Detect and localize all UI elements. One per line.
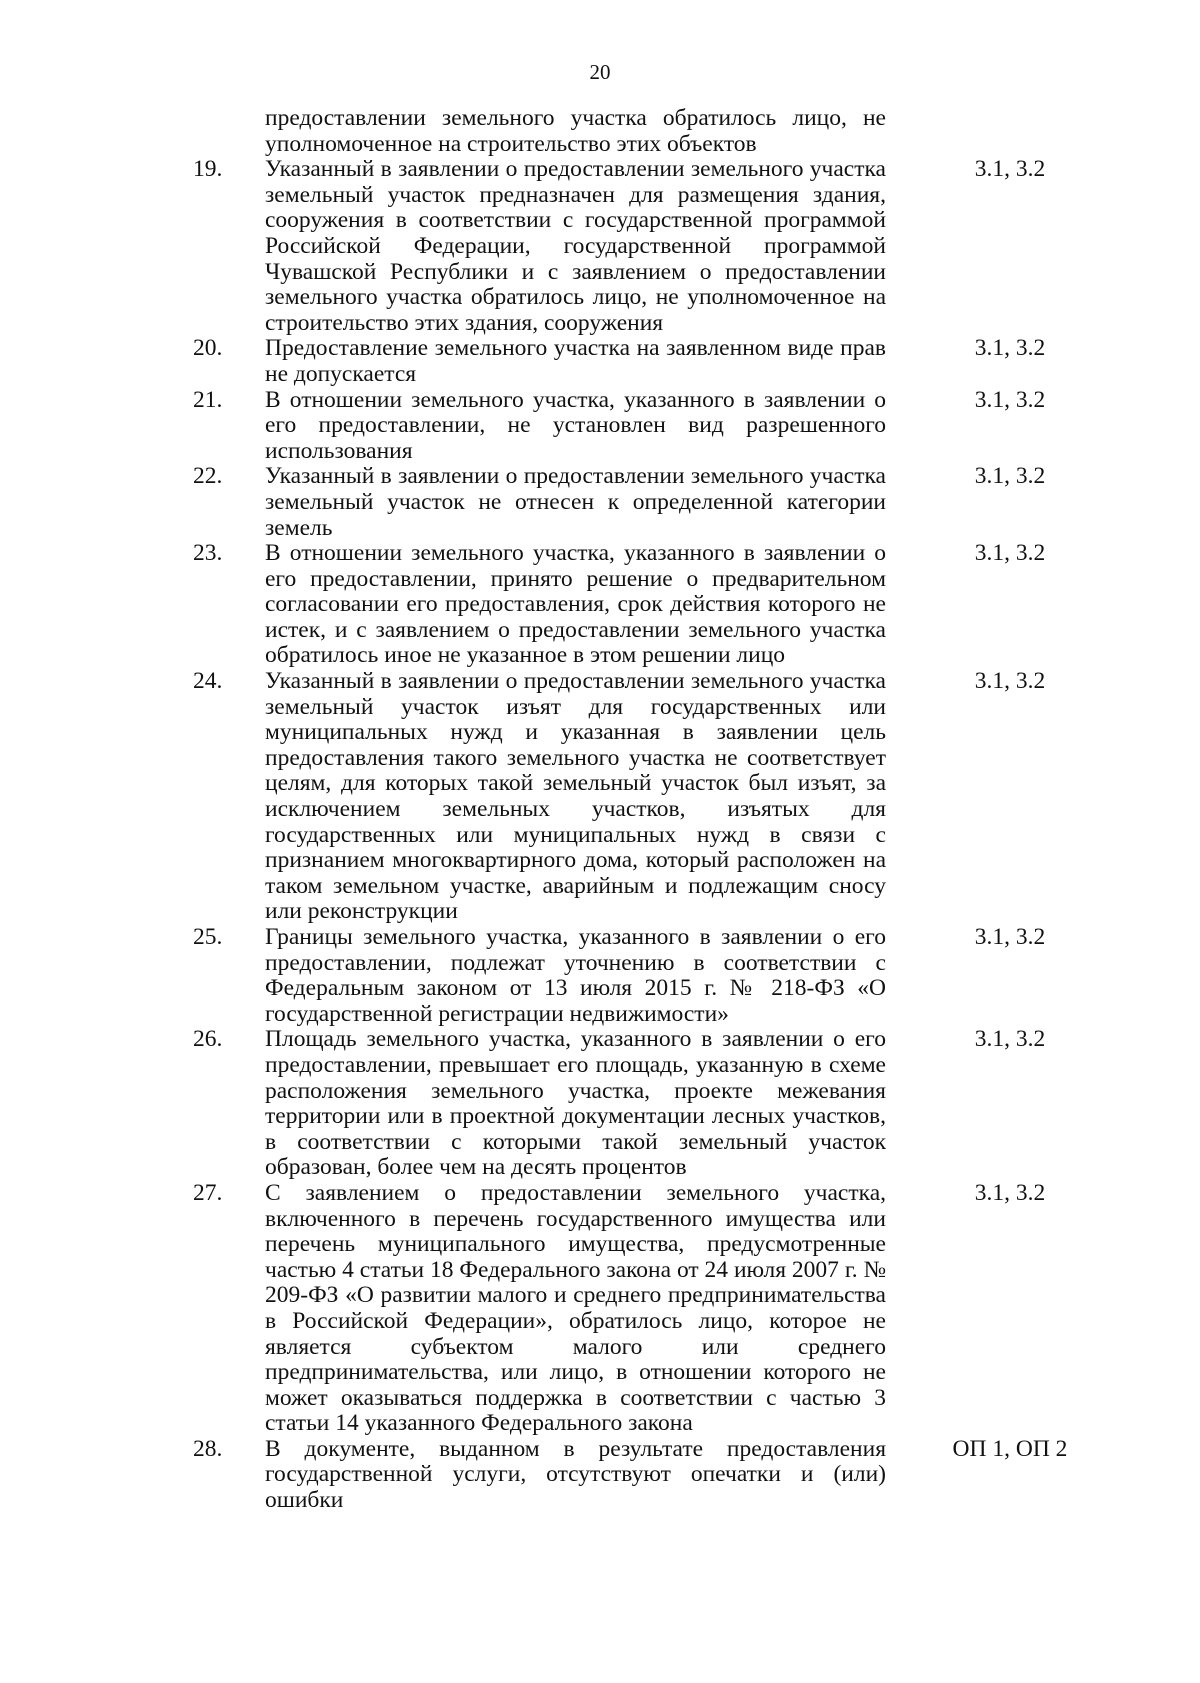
- row-reference: 3.1, 3.2: [974, 1026, 1046, 1053]
- row-number: 27.: [193, 1179, 223, 1206]
- table-row: [0, 925, 1200, 1027]
- row-text: предоставлении земельного участка обратилось лицо, не уполномоченное на строительство этих объектов: [265, 105, 886, 157]
- row-number: 22.: [193, 463, 223, 490]
- row-number: 20.: [193, 335, 223, 362]
- row-text: С заявлением о предоставлении земельного участка, включенного в перечень государственного имущества или перечень муниципального имущества, предусмотренные частью 4 статьи 18 Федерального закона от 24 июля 2007 г. № 209-ФЗ «О развитии малого и среднего предпринимательства в Российской Федерации», обратилось лицо, которое не является субъектом малого или среднего предпринимательства, или лицо, в отношении которого не может оказываться поддержка в соответствии с частью 3 статьи 14 указанного Федерального закона: [265, 1179, 886, 1437]
- row-reference: 3.1, 3.2: [974, 335, 1046, 362]
- row-number: 28.: [193, 1435, 223, 1462]
- row-reference: ОП 1, ОП 2: [952, 1435, 1068, 1462]
- row-number: 24.: [193, 668, 223, 695]
- row-number: 25.: [193, 924, 223, 950]
- table-row: [0, 388, 1200, 465]
- table-row: [0, 669, 1200, 925]
- table-row: [0, 106, 1200, 157]
- row-reference: 3.1, 3.2: [974, 668, 1046, 695]
- grounds-table: [0, 106, 1200, 1514]
- row-reference: 3.1, 3.2: [974, 540, 1046, 567]
- table-row: [0, 1181, 1200, 1437]
- page-number: 20: [589, 60, 611, 84]
- row-text: В отношении земельного участка, указанного в заявлении о его предоставлении, не установлен вид разрешенного использования: [265, 386, 886, 464]
- row-text: Предоставление земельного участка на заявленном виде прав не допускается: [265, 335, 886, 387]
- table-row: [0, 1027, 1200, 1181]
- table-row: [0, 157, 1200, 336]
- row-text: Указанный в заявлении о предоставлении земельного участка земельный участок изъят для государственных или муниципальных нужд и указанная в заявлении цель предоставления такого земельного участка не соответствует целям, для которых такой земельный участок был изъят, за исключением земельных участков, изъятых для государственных или муниципальных нужд в связи с признанием многоквартирного дома, который расположен на таком земельном участке, аварийным и подлежащим сносу или реконструкции: [265, 668, 886, 925]
- row-text: Указанный в заявлении о предоставлении земельного участка земельный участок предназначен для размещения здания, сооружения в соответствии с государственной программой Российской Федерации, государственной программой Чувашской Республики и с заявлением о предоставлении земельного участка обратилось лицо, не уполномоченное на строительство этих здания, сооружения: [265, 156, 886, 336]
- row-text: Указанный в заявлении о предоставлении земельного участка земельный участок не отнесен к определенной категории земель: [265, 463, 886, 541]
- row-text: Площадь земельного участка, указанного в заявлении о его предоставлении, превышает его площадь, указанную в схеме расположения земельного участка, проекте межевания территории или в проектной документации лесных участков, в соответствии с которыми такой земельный участок образован, более чем на десять процентов: [265, 1026, 886, 1181]
- row-reference: 3.1, 3.2: [974, 386, 1046, 413]
- row-reference: 3.1, 3.2: [974, 463, 1046, 490]
- row-number: 26.: [193, 1026, 223, 1053]
- row-number: 23.: [193, 540, 223, 567]
- row-reference: 3.1, 3.2: [974, 156, 1046, 183]
- table-row: [0, 541, 1200, 669]
- row-text: В отношении земельного участка, указанного в заявлении о его предоставлении, принято решение о предварительном согласовании его предоставления, срок действия которого не истек, и с заявлением о предоставлении земельного участка обратилось иное не указанное в этом решении лицо: [265, 540, 886, 669]
- row-reference: 3.1, 3.2: [974, 1179, 1046, 1206]
- row-number: 19.: [193, 156, 223, 183]
- row-text: Границы земельного участка, указанного в заявлении о его предоставлении, подлежат уточнению в соответствии с Федеральным законом от 13 июля 2015 г. № 218-ФЗ «О государственной регистрации недвижимости»: [265, 924, 886, 1027]
- table-row: [0, 336, 1200, 387]
- row-number: 21.: [193, 386, 223, 413]
- table-row: [0, 464, 1200, 541]
- row-text: В документе, выданном в результате предоставления государственной услуги, отсутствуют опечатки и (или) ошибки: [265, 1435, 886, 1514]
- row-reference: 3.1, 3.2: [974, 924, 1046, 950]
- table-row: [0, 1437, 1200, 1514]
